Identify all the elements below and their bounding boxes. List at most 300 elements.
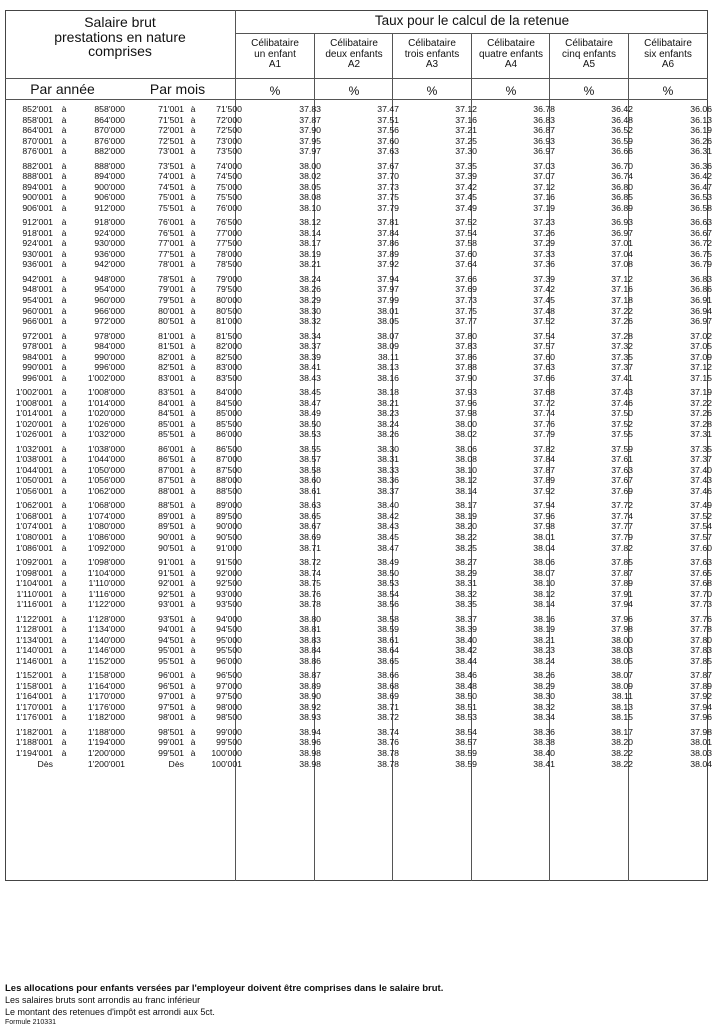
gap: [125, 104, 142, 115]
month-to: 73'500: [216, 146, 242, 157]
month-to: 87'000: [216, 454, 242, 465]
separator: à: [61, 500, 67, 511]
separator: à: [190, 217, 196, 228]
rate-a5: 37.26: [611, 316, 633, 327]
year-to: 1'158'000: [87, 670, 125, 681]
rate-a4: 37.33: [533, 248, 555, 259]
rate-a6: 37.63: [690, 557, 712, 567]
rate-a2: 38.59: [377, 624, 399, 635]
rate-a3: 38.50: [455, 691, 477, 702]
rate-a1: 37.87: [299, 114, 321, 125]
column-header-a2: [315, 39, 393, 71]
month-to: 89'000: [216, 500, 242, 511]
rate-a3: 38.35: [455, 599, 477, 610]
separator: à: [190, 146, 196, 157]
rate-a2: 38.64: [377, 645, 399, 656]
rate-a5: 37.91: [611, 588, 633, 599]
month-from: 100'001: [211, 758, 242, 769]
separator: à: [61, 408, 67, 419]
table-row: [5, 192, 712, 203]
year-from: 1'002'001: [15, 387, 53, 398]
rate-a3: 38.12: [455, 475, 477, 486]
rate-a1: 38.57: [299, 454, 321, 465]
rate-a2: 38.05: [377, 316, 399, 327]
rate-a3: 37.93: [455, 387, 477, 398]
table-row: [5, 521, 712, 532]
year-to: 894'000: [94, 171, 125, 182]
column-header-l1: Célibataire: [251, 38, 299, 49]
rate-a1: 38.72: [299, 557, 321, 567]
rate-a2: 38.42: [377, 510, 399, 521]
separator-empty: [53, 759, 75, 770]
table-row: [5, 543, 712, 554]
month-to: 84'500: [216, 397, 242, 408]
table-row: [5, 444, 712, 455]
separator: à: [61, 351, 67, 362]
year-to: 876'000: [94, 135, 125, 146]
rate-a6: 37.37: [690, 454, 712, 465]
month-to: 86'000: [216, 429, 242, 440]
rate-a2: 37.92: [377, 259, 399, 270]
rate-a3: 38.06: [455, 443, 477, 454]
rate-a5: 38.22: [611, 758, 633, 769]
rate-a2: 38.36: [377, 475, 399, 486]
rate-a3: 37.86: [455, 351, 477, 362]
rate-a5: 36.93: [611, 217, 633, 228]
year-from: 1'104'001: [15, 578, 53, 589]
rate-a3: 38.29: [455, 567, 477, 578]
year-from: 936'001: [22, 259, 53, 270]
month-from: 85'001: [158, 418, 184, 429]
gap: [125, 387, 142, 398]
separator: à: [61, 429, 67, 440]
month-from: 75'001: [158, 192, 184, 203]
separator: à: [190, 701, 196, 712]
rate-a4: 38.34: [533, 712, 555, 723]
separator: à: [190, 202, 196, 213]
rate-a6: 37.73: [690, 599, 712, 610]
rate-a2: 38.24: [377, 418, 399, 429]
table-row: [5, 352, 712, 363]
rate-a6: 36.94: [690, 305, 712, 316]
rate-a3: 37.39: [455, 171, 477, 182]
rate-a4: 38.41: [533, 758, 555, 769]
rate-a2: 38.11: [377, 351, 399, 362]
separator: à: [61, 680, 67, 691]
rate-a5: 37.32: [611, 341, 633, 352]
rate-a5: 37.69: [611, 485, 633, 496]
rate-a3: 37.21: [455, 125, 477, 136]
rate-a4: 37.94: [533, 500, 555, 511]
separator: à: [61, 341, 67, 352]
month-from: 87'501: [158, 475, 184, 486]
rate-a6: 38.03: [690, 747, 712, 758]
gap: [125, 702, 142, 713]
month-to: 91'000: [216, 542, 242, 553]
rate-a5: 38.13: [611, 701, 633, 712]
year-from: 1'122'001: [15, 613, 53, 624]
percent-label: %: [426, 84, 438, 98]
year-to: 1'134'000: [87, 624, 125, 635]
separator: à: [190, 588, 196, 599]
rate-a2: 38.69: [377, 691, 399, 702]
year-from: 894'001: [22, 181, 53, 192]
gap: [125, 500, 142, 511]
separator: à: [190, 510, 196, 521]
table-row: [5, 670, 712, 681]
rate-a1: 38.96: [299, 737, 321, 748]
rate-a3: 37.64: [455, 259, 477, 270]
table-row: [5, 306, 712, 317]
separator: à: [61, 532, 67, 543]
rate-a6: 37.09: [690, 351, 712, 362]
rate-a5: 37.61: [611, 454, 633, 465]
rate-a1: 38.76: [299, 588, 321, 599]
rate-a4: 37.57: [533, 341, 555, 352]
rate-a6: 37.31: [690, 429, 712, 440]
month-to: 92'500: [216, 578, 242, 589]
month-from: 96'501: [158, 680, 184, 691]
separator: à: [61, 217, 67, 228]
rate-a1: 38.30: [299, 305, 321, 316]
rate-a4: 38.01: [533, 532, 555, 543]
separator: à: [61, 181, 67, 192]
rate-a2: 38.54: [377, 588, 399, 599]
rate-a6: 36.72: [690, 238, 712, 249]
rate-a1: 38.61: [299, 485, 321, 496]
rate-a2: 38.68: [377, 680, 399, 691]
month-from: 77'001: [158, 238, 184, 249]
separator: à: [190, 408, 196, 419]
year-to: 1'116'000: [88, 588, 125, 599]
year-to: 870'000: [94, 125, 125, 136]
separator: à: [61, 316, 67, 327]
gap: [125, 249, 142, 260]
year-to: 1'032'000: [87, 429, 125, 440]
rate-a4: 37.26: [533, 227, 555, 238]
year-from: 1'008'001: [15, 397, 53, 408]
rate-a1: 38.34: [299, 330, 321, 341]
gap: [125, 115, 142, 126]
rate-a1: 38.78: [299, 599, 321, 610]
month-to: 81'000: [216, 316, 242, 327]
separator: à: [61, 521, 67, 532]
month-from: 95'501: [158, 655, 184, 666]
rate-a5: 37.16: [611, 284, 633, 295]
year-to: 858'000: [94, 104, 125, 114]
year-from: 1'074'001: [15, 521, 53, 532]
rate-a2: 38.49: [377, 557, 399, 567]
month-to: 77'500: [216, 238, 242, 249]
year-to: 996'000: [94, 362, 125, 373]
year-from: 978'001: [22, 341, 53, 352]
separator: à: [190, 238, 196, 249]
rate-a2: 38.78: [377, 758, 399, 769]
rate-a4: 38.04: [533, 542, 555, 553]
month-from: 82'001: [158, 351, 184, 362]
year-from: 1'146'001: [15, 655, 53, 666]
year-to: 1'110'000: [88, 578, 125, 589]
rate-a6: 37.87: [690, 670, 712, 681]
month-from: 74'501: [158, 181, 184, 192]
gap: [125, 182, 142, 193]
rate-a6: 37.19: [690, 387, 712, 398]
rate-a5: 37.55: [611, 429, 633, 440]
rate-a3: 38.48: [455, 680, 477, 691]
year-to: 924'000: [94, 227, 125, 238]
table-row: [5, 589, 712, 600]
year-to: 942'000: [94, 259, 125, 270]
rate-a3: 37.52: [455, 217, 477, 228]
rate-a2: 38.45: [377, 532, 399, 543]
rate-a3: 38.39: [455, 624, 477, 635]
column-header-l2: cinq enfants: [562, 48, 616, 60]
rate-a6: 37.49: [690, 500, 712, 511]
rate-a3: 37.98: [455, 408, 477, 419]
header-rule-1: [235, 33, 708, 34]
year-from: 1'110'001: [16, 588, 53, 599]
rate-a4: 37.96: [533, 510, 555, 521]
month-from: 89'501: [158, 521, 184, 532]
year-to: 1'086'000: [87, 532, 125, 543]
rate-a4: 37.19: [533, 202, 555, 213]
month-to: 100'000: [211, 747, 242, 758]
rate-a3: 38.20: [455, 521, 477, 532]
separator: à: [61, 135, 67, 146]
rate-a1: 38.21: [299, 259, 321, 270]
rate-a5: 38.00: [611, 634, 633, 645]
rate-a2: 38.16: [377, 372, 399, 383]
rate-a2: 37.73: [377, 181, 399, 192]
rate-a4: 37.89: [533, 475, 555, 486]
rate-a6: 36.06: [690, 104, 712, 114]
table-row: [5, 578, 712, 589]
rate-a5: 38.20: [611, 737, 633, 748]
year-to: 1'092'000: [87, 542, 125, 553]
separator: à: [190, 747, 196, 758]
month-from: 94'501: [158, 634, 184, 645]
rate-a5: 36.74: [611, 171, 633, 182]
table-row: [5, 182, 712, 193]
separator: à: [190, 443, 196, 454]
month-from: 99'001: [158, 737, 184, 748]
year-from: 1'044'001: [15, 464, 53, 475]
rate-a4: 37.82: [533, 443, 555, 454]
month-to: 95'000: [216, 634, 242, 645]
rate-a6: 37.89: [690, 680, 712, 691]
table-row: [5, 373, 712, 384]
year-to: 1'188'000: [87, 726, 125, 737]
rate-a5: 37.89: [611, 578, 633, 589]
separator: à: [190, 567, 196, 578]
rate-a4: 38.21: [533, 634, 555, 645]
gap: [125, 192, 142, 203]
year-to: 864'000: [94, 114, 125, 125]
rate-a6: 37.65: [690, 567, 712, 578]
rate-a6: 36.91: [690, 294, 712, 305]
gap: [125, 475, 142, 486]
month-from: 87'001: [158, 464, 184, 475]
separator: à: [61, 645, 67, 656]
separator: à: [61, 747, 67, 758]
column-header-l1: Célibataire: [487, 38, 535, 49]
gap: [125, 136, 142, 147]
separator: à: [190, 284, 196, 295]
rate-a4: 37.52: [533, 316, 555, 327]
year-from: 972'001: [22, 330, 53, 341]
year-from: 984'001: [22, 351, 53, 362]
rate-a4: 37.72: [533, 397, 555, 408]
rate-a3: 37.88: [455, 362, 477, 373]
rate-a4: 37.48: [533, 305, 555, 316]
column-header-a1: [236, 39, 314, 71]
rate-a2: 38.40: [377, 500, 399, 511]
separator: à: [61, 737, 67, 748]
rate-a2: 38.43: [377, 521, 399, 532]
year-from: 1'092'001: [15, 557, 53, 567]
year-from: 882'001: [22, 160, 53, 171]
rate-a2: 37.89: [377, 248, 399, 259]
rate-a2: 38.01: [377, 305, 399, 316]
rate-a1: 38.47: [299, 397, 321, 408]
year-from: 1'014'001: [15, 408, 53, 419]
separator: à: [190, 227, 196, 238]
table-row: [5, 316, 712, 327]
rate-a2: 38.56: [377, 599, 399, 610]
month-from: 74'001: [158, 171, 184, 182]
rate-a1: 38.89: [299, 680, 321, 691]
table-row: [5, 362, 712, 373]
rate-a2: 38.65: [377, 655, 399, 666]
year-to: 918'000: [94, 217, 125, 228]
separator: à: [61, 330, 67, 341]
table-row: [5, 217, 712, 228]
gap: [125, 171, 142, 182]
column-header-l2: trois enfants: [404, 48, 460, 60]
year-to: 1'080'000: [87, 521, 125, 532]
table-row: [5, 161, 712, 172]
month-to: 97'000: [216, 680, 242, 691]
month-from: 94'001: [158, 624, 184, 635]
rate-a3: 38.32: [455, 588, 477, 599]
rate-a6: 37.57: [690, 532, 712, 543]
rate-a5: 36.85: [611, 192, 633, 203]
rate-a1: 38.65: [299, 510, 321, 521]
year-to: 1'056'000: [87, 475, 125, 486]
rate-a2: 37.94: [377, 273, 399, 284]
rate-a6: 36.31: [690, 146, 712, 157]
rate-a1: 38.92: [299, 701, 321, 712]
month-to: 72'000: [216, 114, 242, 125]
rate-a1: 38.83: [299, 634, 321, 645]
rate-a5: 37.37: [611, 362, 633, 373]
rate-a1: 37.83: [299, 104, 321, 114]
rate-a6: 37.98: [690, 726, 712, 737]
rate-a1: 38.43: [299, 372, 321, 383]
year-from: 1'098'001: [15, 567, 53, 578]
percent-label: %: [269, 84, 281, 98]
rate-a4: 37.87: [533, 464, 555, 475]
rate-a6: 37.52: [690, 510, 712, 521]
separator: à: [190, 305, 196, 316]
rate-a3: 38.37: [455, 613, 477, 624]
table-row: [5, 486, 712, 497]
footer-note-bold: Les allocations pour enfants versées par l'employeur doivent être comprises dans le salaire brut.: [5, 983, 444, 994]
rate-a6: 36.13: [690, 114, 712, 125]
rate-a1: 38.50: [299, 418, 321, 429]
rate-a5: 37.77: [611, 521, 633, 532]
separator: à: [190, 273, 196, 284]
separator: à: [190, 464, 196, 475]
header-rule-2: [5, 78, 708, 79]
gap: [125, 681, 142, 692]
rate-a4: 37.60: [533, 351, 555, 362]
rate-a5: 36.66: [611, 146, 633, 157]
rate-a6: 36.67: [690, 227, 712, 238]
rate-a5: 37.35: [611, 351, 633, 362]
table-row-last: [5, 759, 712, 770]
year-from: 1'140'001: [15, 645, 53, 656]
month-from: 98'001: [158, 712, 184, 723]
table-row: [5, 136, 712, 147]
table-row: [5, 712, 712, 723]
rate-a6: 37.02: [690, 330, 712, 341]
rate-a6: 37.05: [690, 341, 712, 352]
rate-a1: 38.14: [299, 227, 321, 238]
rate-a4: 37.39: [533, 273, 555, 284]
month-from: 76'001: [158, 217, 184, 228]
rate-a3: 38.00: [455, 418, 477, 429]
rate-a3: 37.58: [455, 238, 477, 249]
separator: à: [61, 192, 67, 203]
rate-a1: 38.53: [299, 429, 321, 440]
separator: à: [61, 227, 67, 238]
table-row: [5, 228, 712, 239]
rate-a3: 37.60: [455, 248, 477, 259]
rate-a6: 37.85: [690, 655, 712, 666]
year-from: 1'086'001: [15, 542, 53, 553]
table-row: [5, 284, 712, 295]
year-to: 948'000: [94, 273, 125, 284]
table-row: [5, 331, 712, 342]
separator: à: [61, 273, 67, 284]
rate-a3: 38.44: [455, 655, 477, 666]
gap: [125, 316, 142, 327]
table-row: [5, 398, 712, 409]
rate-a4: 37.92: [533, 485, 555, 496]
separator: à: [190, 294, 196, 305]
month-to: 87'500: [216, 464, 242, 475]
rate-a5: 38.11: [611, 691, 633, 702]
year-from: 924'001: [22, 238, 53, 249]
separator: à: [190, 624, 196, 635]
rate-a5: 37.98: [611, 624, 633, 635]
rate-a5: 36.70: [611, 160, 633, 171]
rate-a2: 38.71: [377, 701, 399, 712]
column-header-a6: [629, 39, 707, 71]
rate-a6: 37.46: [690, 485, 712, 496]
rate-a1: 38.67: [299, 521, 321, 532]
rate-a3: 38.10: [455, 464, 477, 475]
month-from: 84'001: [158, 397, 184, 408]
month-from: 88'001: [158, 485, 184, 496]
separator: à: [190, 454, 196, 465]
year-from: 912'001: [22, 217, 53, 228]
column-header-l2: quatre enfants: [479, 48, 543, 60]
month-from: 72'501: [158, 135, 184, 146]
rate-a6: 36.53: [690, 192, 712, 203]
table-row: [5, 599, 712, 610]
